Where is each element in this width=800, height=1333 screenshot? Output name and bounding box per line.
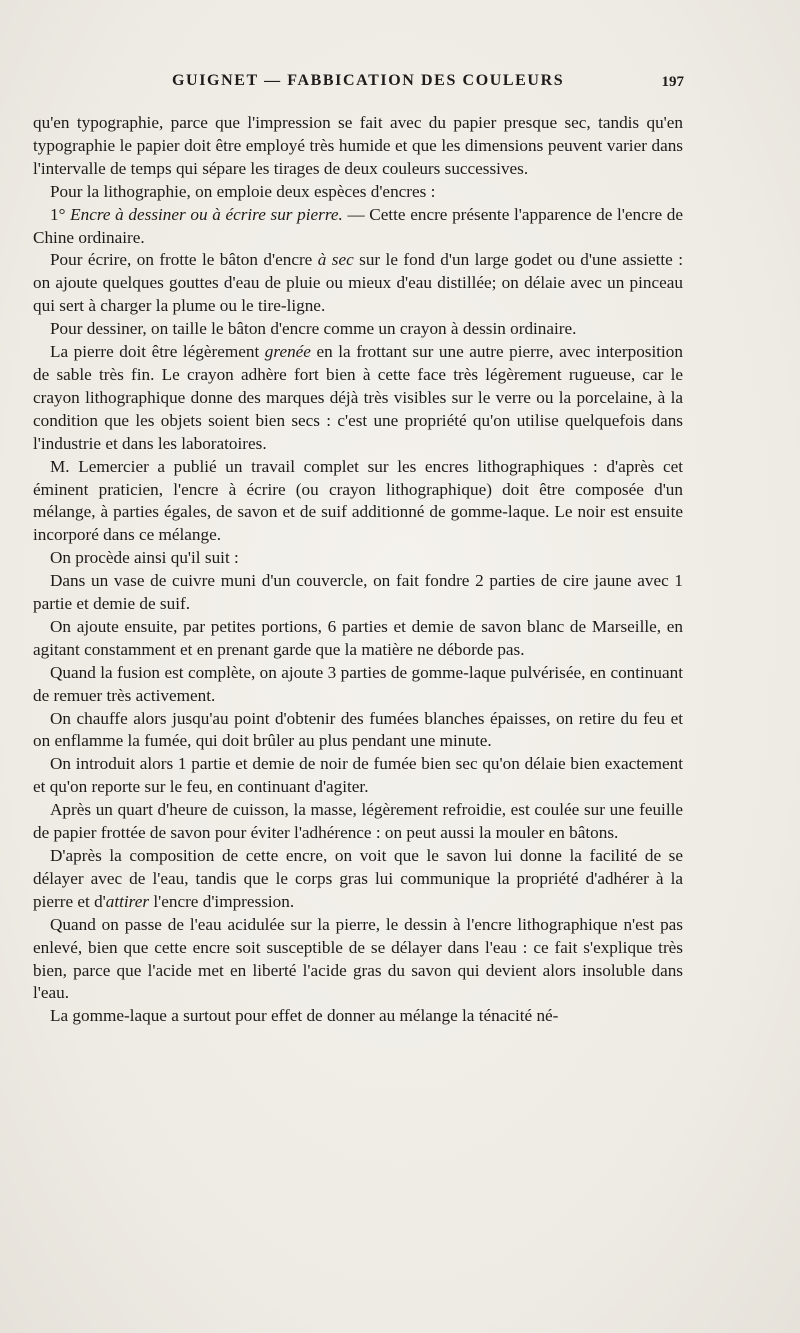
text-run: M. Lemercier a publié un travail complet sur les encres lithographiques : d'après cet éminent praticien, l'encre à écrire (ou crayon lithographique) doit être composée d'un mélange, à parties égales, de savon et de suif additionné de gomme-laque. Le noir est ensuite incorporé dans ce mélange. <box>33 456 683 545</box>
text-run: sur le fond d'un large godet ou d'une assiette : on ajoute quelques gouttes d'eau de pluie ou mieux d'eau distillée; on délaie avec un pinceau qui sert à charger la plume ou le tire-ligne. <box>33 250 684 316</box>
paragraph <box>33 914 683 1006</box>
text-run: On chauffe alors jusqu'au point d'obtenir des fumées blanches épaisses, on retire du feu et on enflamme la fumée, qui doit brûler au plus pendant une minute. <box>33 708 683 751</box>
italic-run: attirer <box>105 891 150 911</box>
text-run: qu'en typographie, parce que l'impression se fait avec du papier presque sec, tandis qu'en typographie le papier doit être employé très humide et que les dimensions peuvent varier dans l'intervalle de temps qui sépare les tirages de deux couleurs successives. <box>33 113 683 178</box>
paragraph <box>33 570 683 616</box>
text-run: — Cette encre présente l'apparence de l'encre de Chine ordinaire. <box>33 204 683 247</box>
paragraph <box>33 1005 683 1028</box>
paragraph <box>33 708 683 754</box>
italic-run: à sec <box>317 250 354 270</box>
text-run: On procède ainsi qu'il suit : <box>50 548 239 568</box>
text-run: Après un quart d'heure de cuisson, la masse, légèrement refroidie, est coulée sur une feuille de papier frottée de savon pour éviter l'adhérence : on peut aussi la mouler en bâtons. <box>33 800 683 843</box>
text-run: Quand on passe de l'eau acidulée sur la pierre, le dessin à l'encre lithographique n'est pas enlevé, bien que cette encre soit susceptible de se délayer dans l'eau : ce fait s'explique très bien, parce que l'acide met en liberté l'acide gras du savon qui devient alors insoluble dans l'eau. <box>33 914 683 1003</box>
paragraph <box>33 662 683 708</box>
text-run: On ajoute ensuite, par petites portions, 6 parties et demie de savon blanc de Marseille, en agitant constamment et en prenant garde que la matière ne déborde pas. <box>33 616 683 659</box>
text-run: La pierre doit être légèrement <box>50 342 265 362</box>
paragraph <box>33 341 683 456</box>
paragraph <box>33 318 683 341</box>
text-run: On introduit alors 1 partie et demie de noir de fumée bien sec qu'on délaie bien exactement et qu'on reporte sur le feu, en continuant d'agiter. <box>33 754 683 797</box>
italic-run: grenée <box>264 342 311 362</box>
text-run: Pour la lithographie, on emploie deux espèces d'encres : <box>50 181 436 201</box>
text-run: en la frottant sur une autre pierre, avec interposition de sable très fin. Le crayon adhère fort bien à cette face très légèrement rugueuse, car le crayon lithographique donne des marques déjà très visibles sur le verre ou la porcelaine, à la condition que les objets soient bien secs : c'est une propriété qu'on utilise quelquefois dans l'industrie et dans les laboratoires. <box>33 342 683 453</box>
paragraph <box>33 204 683 250</box>
text-run: La gomme-laque a surtout pour effet de donner au mélange la ténacité né- <box>50 1006 559 1026</box>
body-text <box>33 112 683 1028</box>
text-run: Pour dessiner, on taille le bâton d'encre comme un crayon à dessin ordinaire. <box>50 319 577 339</box>
paragraph <box>33 547 683 570</box>
paragraph <box>33 249 683 318</box>
paragraph <box>33 799 683 845</box>
text-run: D'après la composition de cette encre, on voit que le savon lui donne la facilité de se délayer avec de l'eau, tandis que le corps gras lui communique la propriété d'adhérer à la pierre et d' <box>33 846 683 911</box>
paragraph <box>33 845 683 914</box>
paragraph <box>33 456 683 548</box>
italic-run: Encre à dessiner ou à écrire sur pierre. <box>70 204 343 224</box>
paragraph <box>33 181 683 204</box>
page-header <box>172 72 684 98</box>
paragraph <box>33 753 683 799</box>
paragraph <box>33 112 683 181</box>
text-run: l'encre d'impression. <box>149 891 295 911</box>
text-run: Quand la fusion est complète, on ajoute 3 parties de gomme-laque pulvérisée, en continuant de remuer très activement. <box>33 662 683 705</box>
page-number: 197 <box>661 74 684 90</box>
text-run: Pour écrire, on frotte le bâton d'encre <box>50 250 318 270</box>
paragraph <box>33 616 683 662</box>
running-head: GUIGNET — FABBICATION DES COULEURS <box>172 72 565 89</box>
text-run: Dans un vase de cuivre muni d'un couvercle, on fait fondre 2 parties de cire jaune avec 1 partie et demie de suif. <box>33 571 683 614</box>
text-run: 1° <box>50 204 71 224</box>
